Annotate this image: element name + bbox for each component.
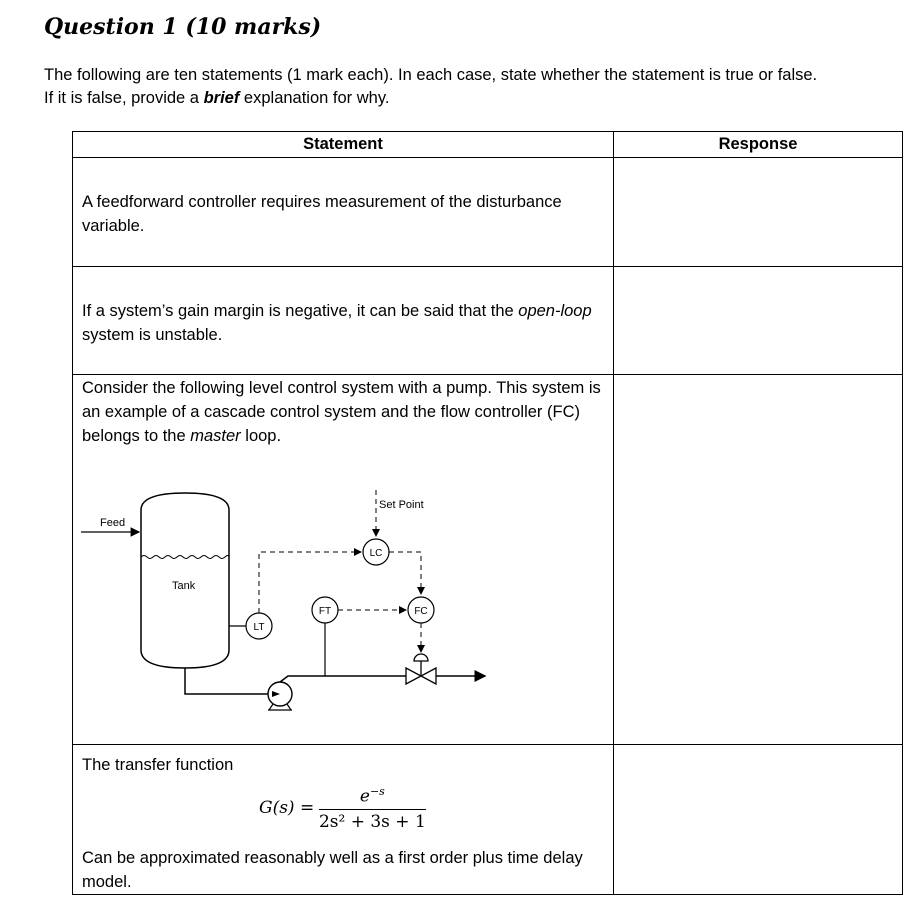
valve-actuator [414, 654, 428, 661]
response-cell[interactable] [614, 375, 903, 745]
statement-text: Consider the following level control system with a pump. This system is an example of a cascade control system and the flow controller (FC) belongs to the master loop. [82, 379, 601, 445]
lt-label: LT [253, 622, 265, 633]
discharge-pipe [280, 676, 406, 682]
ft-label: FT [318, 606, 332, 617]
statement-text: If a system’s gain margin is negative, it can be said that the open-loop system is unstable. [82, 302, 592, 344]
question-title: Question 1 (10 marks) [44, 14, 322, 40]
tank-label: Tank [172, 580, 196, 592]
lt-to-lc-signal [259, 552, 361, 613]
statements-table [72, 131, 903, 895]
pump-arrow [272, 691, 280, 697]
valve-left [406, 668, 421, 684]
response-cell[interactable] [614, 158, 903, 267]
valve-right [421, 668, 436, 684]
intro-line-1: The following are ten statements (1 mark each). In each case, state whether the statement is true or false. [44, 66, 818, 84]
lc-label: LC [369, 548, 383, 559]
statement-text: The transfer function [82, 756, 234, 774]
pump-leg-right [287, 704, 291, 710]
equation-numerator: $e^{-s}$ [319, 785, 426, 810]
table-row [73, 158, 903, 267]
level-control-diagram [73, 460, 613, 730]
outlet-pipe [185, 668, 268, 694]
equation-lhs: G(s) = [259, 797, 315, 818]
statement-text: A feedforward controller requires measurement of the disturbance variable. [82, 193, 562, 235]
fc-label: FC [414, 606, 428, 617]
response-header: Response [614, 132, 903, 158]
statement-cell [73, 745, 614, 895]
statement-header: Statement [73, 132, 614, 158]
transfer-function-equation [73, 785, 613, 832]
statement-cell [73, 158, 614, 267]
intro-line-2: If it is false, provide a brief explanation for why. [44, 89, 390, 107]
pump-leg-left [269, 704, 273, 710]
table-row [73, 745, 903, 895]
lc-to-fc-signal [389, 552, 421, 594]
set-point-label: Set Point [379, 499, 424, 511]
equation-fraction [319, 785, 426, 832]
statement-text-continued: Can be approximated reasonably well as a first order plus time delay model. [82, 848, 583, 891]
table-row [73, 267, 903, 375]
statement-cell [73, 375, 614, 745]
table-row [73, 375, 903, 745]
intro-text [44, 64, 904, 110]
response-cell[interactable] [614, 745, 903, 895]
response-cell[interactable] [614, 267, 903, 375]
statement-cell [73, 267, 614, 375]
feed-label: Feed [100, 517, 126, 529]
equation-denominator: 2s² + 3s + 1 [318, 811, 426, 832]
liquid-level [141, 556, 229, 559]
